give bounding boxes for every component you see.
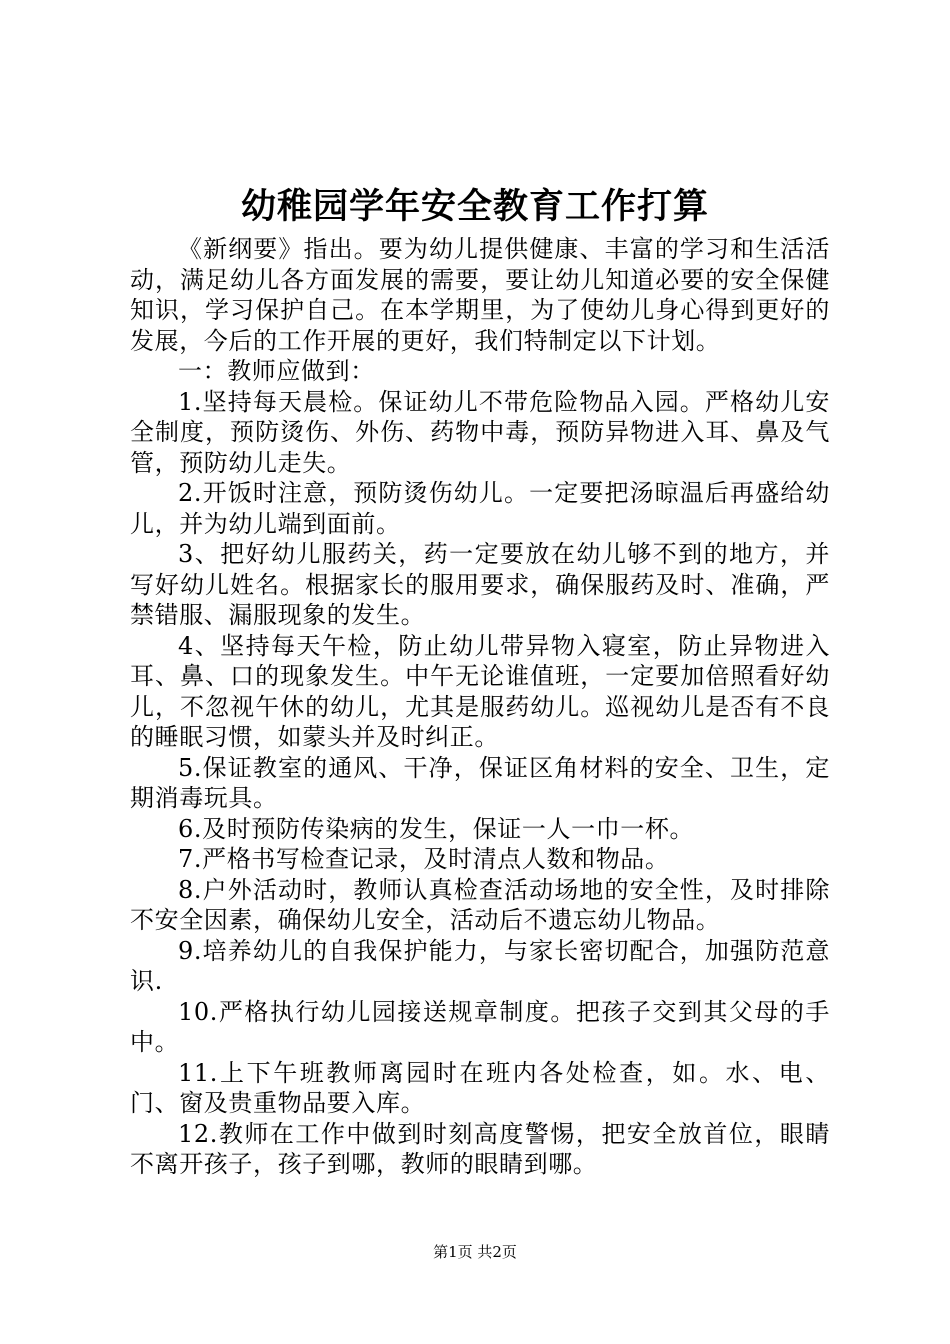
list-item-3: 3、把好幼儿服药关，药一定要放在幼儿够不到的地方，并写好幼儿姓名。根据家长的服用要求，确保服药及时、准确，严禁错服、漏服现象的发生。 xyxy=(130,540,830,629)
section-heading: 一：教师应做到： xyxy=(178,357,375,385)
list-item-11: 11.上下午班教师离园时在班内各处检查，如。水、电、门、窗及贵重物品要入库。 xyxy=(130,1058,830,1117)
intro-paragraph: 《新纲要》指出。要为幼儿提供健康、丰富的学习和生活活动，满足幼儿各方面发展的需要，要让幼儿知道必要的安全保健知识，学习保护自己。在本学期里，为了使幼儿身心得到更好的发展，今后的工作开展的更好，我们特制定以下计划。 xyxy=(130,235,830,355)
list-item-7: 7.严格书写检查记录，及时清点人数和物品。 xyxy=(178,845,670,873)
page-number-footer: 第1页 共2页 xyxy=(433,1243,517,1261)
list-item-5: 5.保证教室的通风、干净，保证区角材料的安全、卫生，定期消毒玩具。 xyxy=(130,753,830,812)
list-item-12: 12.教师在工作中做到时刻高度警惕，把安全放首位，眼睛不离开孩子，孩子到哪，教师的眼睛到哪。 xyxy=(130,1119,830,1178)
list-item-2: 2.开饭时注意，预防烫伤幼儿。一定要把汤晾温后再盛给幼儿，并为幼儿端到面前。 xyxy=(130,479,830,538)
document-body xyxy=(130,234,830,1180)
list-item-6: 6.及时预防传染病的发生，保证一人一巾一杯。 xyxy=(178,814,695,843)
list-item-8: 8.户外活动时，教师认真检查活动场地的安全性，及时排除不安全因素，确保幼儿安全，活动后不遗忘幼儿物品。 xyxy=(130,875,830,934)
list-item-10: 10.严格执行幼儿园接送规章制度。把孩子交到其父母的手中。 xyxy=(130,997,830,1056)
document-title: 幼稚园学年安全教育工作打算 xyxy=(240,186,709,227)
list-item-4: 4、坚持每天午检，防止幼儿带异物入寝室，防止异物进入耳、鼻、口的现象发生。中午无论谁值班，一定要加倍照看好幼儿，不忽视午休的幼儿，尤其是服药幼儿。巡视幼儿是否有不良的睡眠习惯，如蒙头并及时纠正。 xyxy=(130,631,830,751)
list-item-9: 9.培养幼儿的自我保护能力，与家长密切配合，加强防范意识. xyxy=(130,936,830,995)
list-item-1: 1.坚持每天晨检。保证幼儿不带危险物品入园。严格幼儿安全制度，预防烫伤、外伤、药物中毒，预防异物进入耳、鼻及气管，预防幼儿走失。 xyxy=(130,387,830,477)
